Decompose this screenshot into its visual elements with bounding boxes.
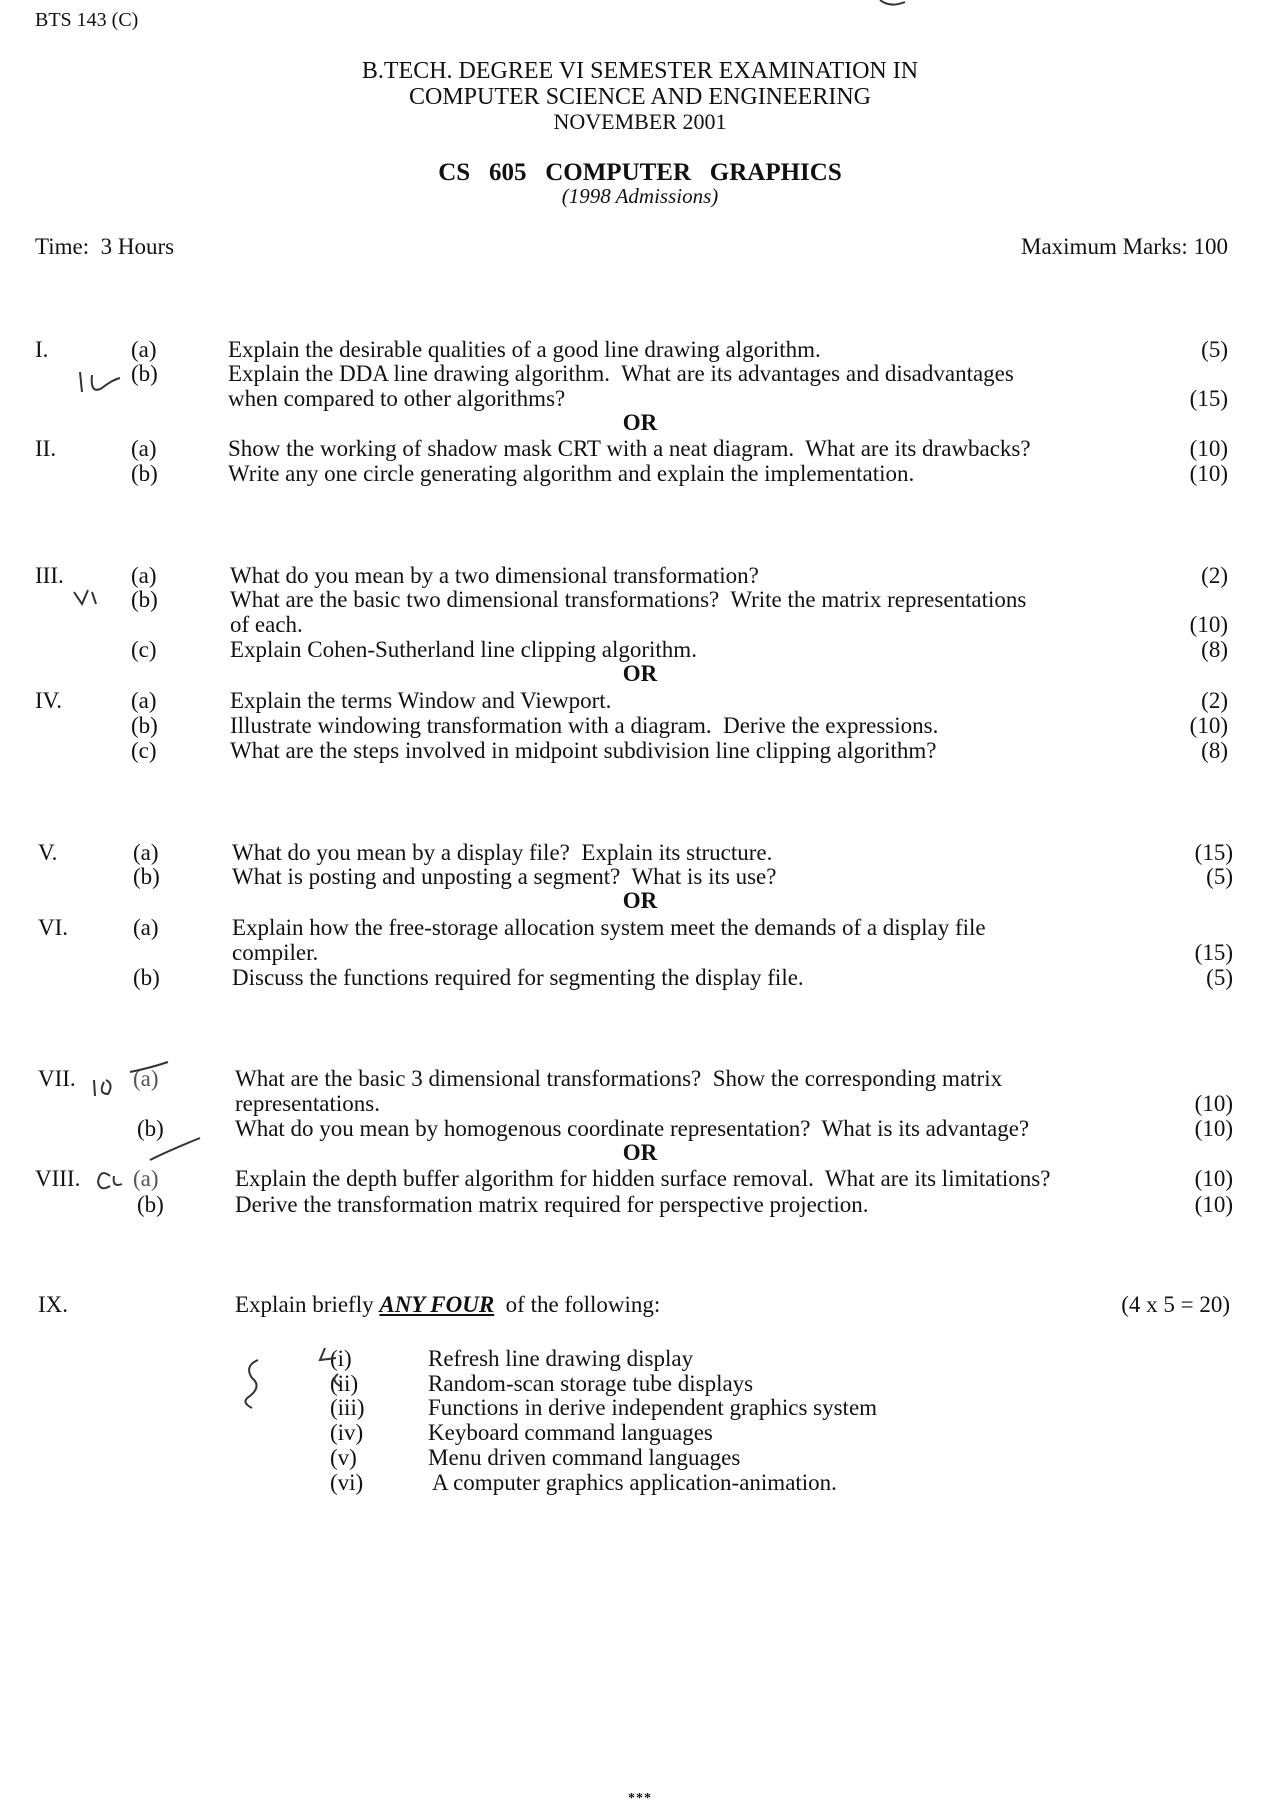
exam-title-line2: COMPUTER SCIENCE AND ENGINEERING xyxy=(409,84,871,110)
part-label: (a) xyxy=(131,337,157,362)
marks: (8) xyxy=(1201,637,1228,662)
margin-mark-12 xyxy=(80,372,120,392)
question-text: What do you mean by homogenous coordinate representation? What is its advantage? xyxy=(235,1116,1030,1141)
instruction-emphasis: ANY FOUR xyxy=(379,1292,495,1317)
question-number: IX. xyxy=(38,1292,69,1317)
scribble-mark xyxy=(880,0,905,5)
question-text: What is posting and unposting a segment? What is its use? xyxy=(232,864,777,889)
part-label: (a) xyxy=(131,436,157,461)
question-text: of each. xyxy=(230,612,303,637)
part-label: (a) xyxy=(131,688,157,713)
time-allowed: Time: 3 Hours xyxy=(35,234,175,259)
question-number: III. xyxy=(35,563,64,588)
question-text: Explain Cohen-Sutherland line clipping algorithm. xyxy=(230,637,697,662)
part-label: (b) xyxy=(137,1192,164,1217)
course-title: CS 605 COMPUTER GRAPHICS xyxy=(438,159,842,186)
marks: (10) xyxy=(1189,612,1228,637)
end-marker: *** xyxy=(628,1791,652,1806)
question-text: Write any one circle generating algorithm and explain the implementation. xyxy=(228,461,915,486)
part-label: (b) xyxy=(133,965,160,990)
part-label: (b) xyxy=(133,864,160,889)
marks: (10) xyxy=(1189,436,1228,461)
question-text: compiler. xyxy=(232,940,319,965)
question-number: VI. xyxy=(38,915,69,940)
part-label: (a) xyxy=(133,1066,159,1091)
marks: (5) xyxy=(1206,965,1233,990)
part-label: (a) xyxy=(133,1166,159,1191)
list-item: Menu driven command languages xyxy=(428,1445,741,1470)
question-text: Explain the terms Window and Viewport. xyxy=(230,688,612,713)
part-label: (a) xyxy=(131,563,157,588)
question-text: when compared to other algorithms? xyxy=(228,386,566,411)
question-text: Discuss the functions required for segmenting the display file. xyxy=(232,965,804,990)
margin-mark-8 xyxy=(245,1360,258,1408)
question-text: Derive the transformation matrix required for perspective projection. xyxy=(235,1192,869,1217)
marks: (2) xyxy=(1201,563,1228,588)
question-text: Explain the DDA line drawing algorithm. What are its advantages and disadvantages xyxy=(228,361,1014,386)
paper-code: BTS 143 (C) xyxy=(35,9,139,31)
margin-mark-10 xyxy=(94,1062,168,1096)
question-text: representations. xyxy=(235,1091,380,1116)
list-item-label: (v) xyxy=(330,1445,357,1470)
exam-date: NOVEMBER 2001 xyxy=(553,109,727,134)
marks: (10) xyxy=(1194,1166,1233,1191)
marks: (10) xyxy=(1194,1116,1233,1141)
list-item: A computer graphics application-animation. xyxy=(432,1470,837,1495)
marks: (4 x 5 = 20) xyxy=(1121,1292,1230,1317)
list-item: Refresh line drawing display xyxy=(428,1346,694,1371)
question-text: Explain how the free-storage allocation system meet the demands of a display file xyxy=(232,915,986,940)
marks: (10) xyxy=(1189,713,1228,738)
question-text: What are the steps involved in midpoint subdivision line clipping algorithm? xyxy=(230,738,937,763)
list-item-label: (iii) xyxy=(330,1395,365,1420)
part-label: (b) xyxy=(131,713,158,738)
question-text: What do you mean by a display file? Explain its structure. xyxy=(232,840,773,865)
or-separator: OR xyxy=(622,661,658,686)
marks: (10) xyxy=(1194,1091,1233,1116)
list-item-label: (ii) xyxy=(330,1371,359,1396)
marks: (5) xyxy=(1201,337,1228,362)
question-number: I. xyxy=(35,337,49,362)
list-item: Functions in derive independent graphics system xyxy=(428,1395,878,1420)
part-label: (a) xyxy=(133,840,159,865)
margin-mark-20 xyxy=(98,1138,200,1191)
or-separator: OR xyxy=(622,888,658,913)
question-number: II. xyxy=(35,436,57,461)
question-text: Show the working of shadow mask CRT with a neat diagram. What are its drawbacks? xyxy=(228,436,1031,461)
marks: (8) xyxy=(1201,738,1228,763)
list-item: Random-scan storage tube displays xyxy=(428,1371,754,1396)
exam-title-line1: B.TECH. DEGREE VI SEMESTER EXAMINATION IN xyxy=(361,58,919,84)
marks: (15) xyxy=(1189,386,1228,411)
list-item-label: (vi) xyxy=(330,1470,364,1495)
marks: (15) xyxy=(1194,940,1233,965)
part-label: (a) xyxy=(133,915,159,940)
or-separator: OR xyxy=(622,1140,658,1165)
question-text: What are the basic two dimensional transformations? Write the matrix representations xyxy=(230,587,1027,612)
marks: (10) xyxy=(1189,461,1228,486)
part-label: (c) xyxy=(131,637,157,662)
list-item: Keyboard command languages xyxy=(428,1420,713,1445)
part-label: (b) xyxy=(131,361,158,386)
question-number: VIII. xyxy=(35,1166,81,1191)
part-label: (b) xyxy=(137,1116,164,1141)
marks: (10) xyxy=(1194,1192,1233,1217)
list-item-label: (iv) xyxy=(330,1420,364,1445)
admissions-note: (1998 Admissions) xyxy=(561,184,719,208)
instruction-post: of the following: xyxy=(494,1292,661,1317)
question-number: IV. xyxy=(35,688,63,713)
part-label: (b) xyxy=(131,461,158,486)
part-label: (c) xyxy=(131,738,157,763)
marks: (2) xyxy=(1201,688,1228,713)
marks: (5) xyxy=(1206,864,1233,889)
tick-mark xyxy=(320,1348,340,1386)
part-label: (b) xyxy=(131,587,158,612)
question-number: V. xyxy=(38,840,58,865)
question-text: What do you mean by a two dimensional transformation? xyxy=(230,563,759,588)
list-item-label: (i) xyxy=(330,1346,352,1371)
maximum-marks: Maximum Marks: 100 xyxy=(1021,234,1228,259)
margin-mark-10 xyxy=(74,590,96,604)
question-number: VII. xyxy=(38,1066,76,1091)
marks: (15) xyxy=(1194,840,1233,865)
question-text: Explain the depth buffer algorithm for hidden surface removal. What are its limitations? xyxy=(235,1166,1051,1191)
question-text: Illustrate windowing transformation with a diagram. Derive the expressions. xyxy=(230,713,939,738)
or-separator: OR xyxy=(622,410,658,435)
instruction-pre: Explain briefly xyxy=(235,1292,380,1317)
question-text: Explain the desirable qualities of a good line drawing algorithm. xyxy=(228,337,821,362)
question-text: What are the basic 3 dimensional transformations? Show the corresponding matrix xyxy=(235,1066,1003,1091)
